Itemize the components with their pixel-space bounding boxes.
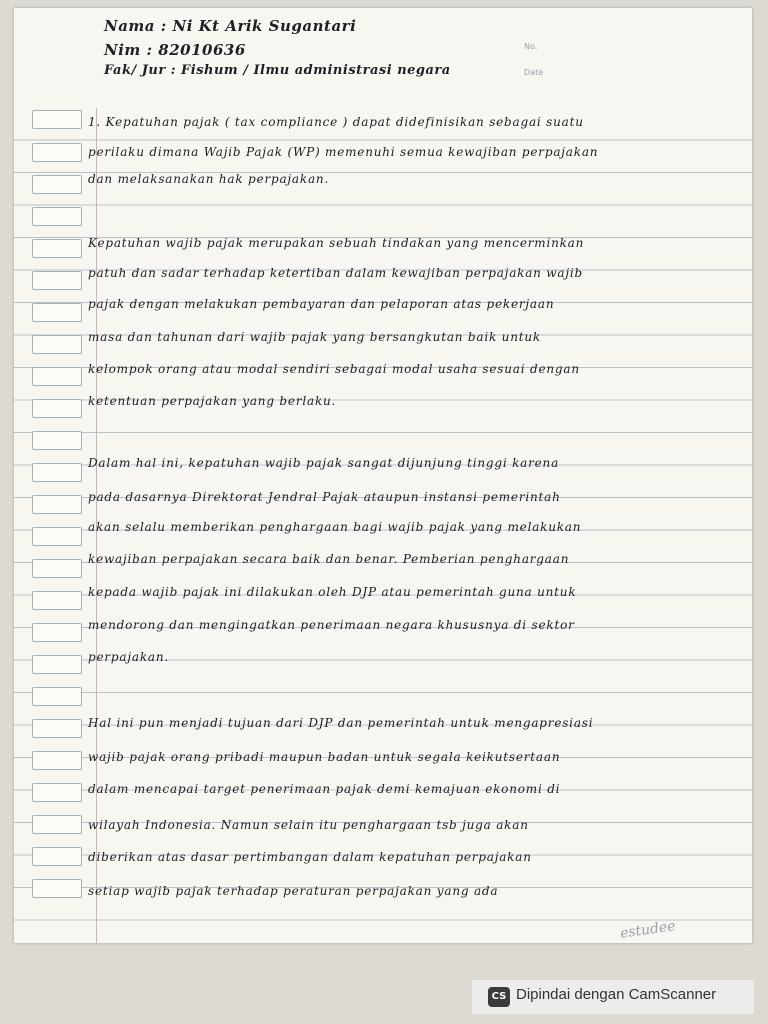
row-box [32, 303, 82, 322]
row-box [32, 367, 82, 386]
text-line: patuh dan sadar terhadap ketertiban dalam kewajiban perpajakan wajib [88, 266, 583, 280]
row-box [32, 175, 82, 194]
text-line: Hal ini pun menjadi tujuan dari DJP dan pemerintah untuk mengapresiasi [88, 716, 594, 730]
camscanner-icon: CS [488, 987, 510, 1007]
text-line: dan melaksanakan hak perpajakan. [88, 172, 330, 186]
row-box [32, 431, 82, 450]
text-line: Dalam hal ini, kepatuhan wajib pajak sangat dijunjung tinggi karena [88, 456, 560, 470]
text-line: kewajiban perpajakan secara baik dan benar. Pemberian penghargaan [88, 552, 570, 566]
text-line: dalam mencapai target penerimaan pajak demi kemajuan ekonomi di [88, 782, 561, 796]
faculty-major: Fak/ Jur : Fishum / Ilmu administrasi negara [104, 63, 451, 78]
row-box [32, 879, 82, 898]
row-box [32, 719, 82, 738]
text-line: kelompok orang atau modal sendiri sebagai modal usaha sesuai dengan [88, 362, 580, 376]
row-box [32, 847, 82, 866]
student-name: Nama : Ni Kt Arik Sugantari [104, 17, 357, 35]
row-box [32, 143, 82, 162]
text-line: 1. Kepatuhan pajak ( tax compliance ) dapat didefinisikan sebagai suatu [88, 115, 584, 129]
text-line: kepada wajib pajak ini dilakukan oleh DJP atau pemerintah guna untuk [88, 585, 577, 599]
text-line: wilayah Indonesia. Namun selain itu penghargaan tsb juga akan [88, 818, 529, 832]
row-box [32, 591, 82, 610]
text-line: akan selalu memberikan penghargaan bagi wajib pajak yang melakukan [88, 520, 582, 534]
row-box [32, 271, 82, 290]
notebook-brand-signature: estudee [619, 918, 677, 942]
row-box [32, 815, 82, 834]
row-box [32, 335, 82, 354]
text-line: perilaku dimana Wajib Pajak (WP) memenuhi semua kewajiban perpajakan [88, 145, 599, 159]
row-box [32, 239, 82, 258]
text-line: wajib pajak orang pribadi maupun badan untuk segala keikutsertaan [88, 750, 561, 764]
text-line: diberikan atas dasar pertimbangan dalam kepatuhan perpajakan [88, 850, 532, 864]
no-label: No. [524, 42, 538, 51]
text-line: mendorong dan mengingatkan penerimaan negara khususnya di sektor [88, 618, 575, 632]
text-line: masa dan tahunan dari wajib pajak yang bersangkutan baik untuk [88, 330, 541, 344]
text-line: setiap wajib pajak terhadap peraturan perpajakan yang ada [88, 884, 499, 898]
row-box [32, 495, 82, 514]
text-line: pada dasarnya Direktorat Jendral Pajak ataupun instansi pemerintah [88, 490, 561, 504]
date-label: Date [524, 68, 544, 77]
text-line: Kepatuhan wajib pajak merupakan sebuah tindakan yang mencerminkan [88, 236, 585, 250]
student-nim: Nim : 82010636 [104, 41, 246, 59]
row-box [32, 527, 82, 546]
row-box [32, 751, 82, 770]
row-box [32, 559, 82, 578]
row-box [32, 463, 82, 482]
row-box [32, 623, 82, 642]
text-line: pajak dengan melakukan pembayaran dan pelaporan atas pekerjaan [88, 297, 555, 311]
text-line: ketentuan perpajakan yang berlaku. [88, 394, 337, 408]
row-box [32, 207, 82, 226]
row-box [32, 783, 82, 802]
row-box [32, 399, 82, 418]
row-box [32, 110, 82, 129]
camscanner-label: Dipindai dengan CamScanner [516, 986, 717, 1003]
row-box [32, 655, 82, 674]
text-line: perpajakan. [88, 650, 169, 664]
row-box [32, 687, 82, 706]
